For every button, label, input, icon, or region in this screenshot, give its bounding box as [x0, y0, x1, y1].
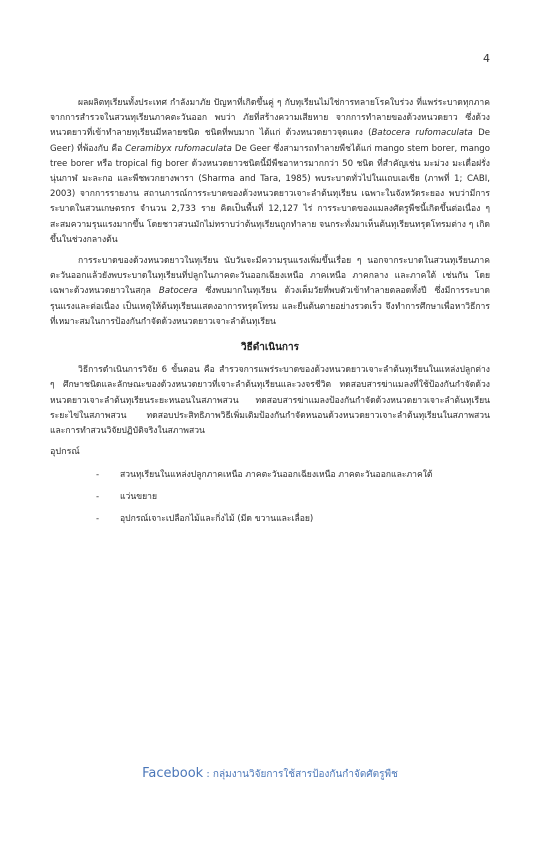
scientific-name: Batocera — [158, 286, 198, 297]
equipment-list — [50, 464, 490, 530]
intro-paragraph — [50, 96, 490, 248]
equipment-label: อุปกรณ์ — [50, 447, 80, 458]
text-run: ผลผลิตทุเรียนทั้งประเทศ กำลังมาภัย ปัญหาที่เกิดขึ้นคู่ ๆ กับทุเรียนไม่ใช่การทลายโรคใบร่วง ที่แพร่ระบาดทุกภาค จากการสำรวจในสวนทุเรียนภาคตะวันออก พบว่า ภัยที่สร้างความเสียหาย จากการทำลายของด้วงหนวดยาว ซึ่งด้วงหนวดยาวที่เข้าทำลายทุเรียนมีหลายชนิด ชนิดที่พบมาก ได้แก่ ด้วงหนวดยาวจุดแดง ( — [50, 98, 490, 139]
list-item-text: แว่นขยาย — [120, 492, 158, 503]
list-item — [96, 508, 490, 530]
scientific-name: Batocera rufomaculata — [371, 128, 473, 139]
list-item-text: สวนทุเรียนในแหล่งปลูกภาคเหนือ ภาคตะวันออกเฉียงเหนือ ภาคตะวันออกและภาคใต้ — [120, 470, 433, 481]
scientific-name: Ceramibyx rufomaculata — [125, 143, 232, 154]
list-item — [96, 486, 490, 508]
text-run: De Geer) ที่พ้องกับ คือ — [50, 128, 490, 154]
text-run: การระบาดของด้วงหนวดยาวในทุเรียน นับวันจะมีความรุนแรงเพิ่มขึ้นเรื่อย ๆ นอกจากระบาดในสวนทุเรียนภาคตะวันออกแล้วยังพบระบาดในทุเรียนที่ปลูกในภาคตะวันออกเฉียงเหนือ ภาคเหนือ ภาคกลาง และภาคใต้ เช่นกัน โดยเฉพาะด้วงหนวดยาวในสกุล — [50, 256, 490, 297]
list-item-text: อุปกรณ์เจาะเปลือกไม้และกิ่งไม้ (มีด ขวานและเลื่อย) — [120, 514, 314, 525]
footer-credit — [0, 766, 540, 782]
outbreak-paragraph — [50, 254, 490, 330]
dash-bullet: - — [96, 470, 100, 481]
text-run: De Geer ซึ่งสามารถทำลายพืชได้แก่ mango stem borer, mango tree borer หรือ tropical fig borer ด้วงหนวดยาวชนิดนี้มีพืชอาหารมากกว่า 50 ชนิด ที่สำคัญเช่น มะม่วง มะเดื่อฝรั่ง นุ่นกาฬ มะละกอ และพืชพวกยางพารา (Sharma and Tara, 1985) พบระบาดทั่วไปในแถบเอเชีย (ภาพที่ 1; CABI, 2003) จากการรายงาน สถานการณ์การระบาดของด้วงหนวดยาวเจาะลำต้นทุเรียน เฉพาะในจังหวัดระยอง พบว่ามีการระบาดในสวนเกษตรกร จำนวน 2,733 ราย คิดเป็นพื้นที่ 12,127 ไร่ การระบาดของแมลงศัตรูพืชนี้เกิดขึ้นต่อเนื่อง ๆ สะสมความรุนแรงมากขึ้น โดยชาวสวนมักไม่ทราบว่าต้นทุเรียนถูกทำลาย จนกระทั่งมาเห็นต้นทุเรียนทรุดโทรมต่าง ๆ เกิดขึ้นในช่วงกลางต้น — [50, 143, 490, 245]
page-number: 4 — [483, 52, 490, 65]
list-item — [96, 464, 490, 486]
section-heading: วิธีดำเนินการ — [241, 342, 299, 354]
text-run: ซึ่งพบมากในทุเรียน ด้วงเต็มวัยที่พบตัวเข้าทำลายตลอดทั้งปี ซึ่งมีการระบาดรุนแรงและต่อเนื่อง เป็นเหตุให้ต้นทุเรียนแสดงอาการทรุดโทรม และยืนต้นตายอย่างรวดเร็ว จึงทำการศึกษาเพื่อหาวิธีการที่เหมาะสมในการป้องกันกำจัดด้วงหนวดยาวเจาะลำต้นทุเรียน — [50, 286, 490, 327]
dash-bullet: - — [96, 514, 100, 525]
document-body — [50, 96, 490, 530]
dash-bullet: - — [96, 492, 100, 503]
methods-paragraph: วิธีการดำเนินการวิจัย 6 ขั้นตอน คือ สำรวจการแพร่ระบาดของด้วงหนวดยาวเจาะลำต้นทุเรียนในแหล่งปลูกต่าง ๆ ศึกษาชนิดและลักษณะของด้วงหนวดยาวที่เจาะลำต้นทุเรียนและวงจรชีวิต ทดสอบสารฆ่าแมลงที่ใช้ป้องกันกำจัดด้วงหนวดยาวเจาะลำต้นทุเรียนระยะหนอนในสภาพสวน ทดสอบสารฆ่าแมลงป้องกันกำจัดด้วงหนวดยาวเจาะลำต้นทุเรียนระยะไข่ในสภาพสวน ทดสอบประสิทธิภาพวิธีเพิ่มเติมป้องกันกำจัดหนอนด้วงหนวดยาวเจาะลำต้นทุเรียนในสภาพสวน และการทำสวนวิจัยปฏิบัติจริงในสภาพสวน — [50, 365, 490, 437]
facebook-label: Facebook — [142, 766, 204, 781]
footer-group-name: : กลุ่มงานวิจัยการใช้สารป้องกันกำจัดศัตรูพืช — [203, 769, 398, 780]
